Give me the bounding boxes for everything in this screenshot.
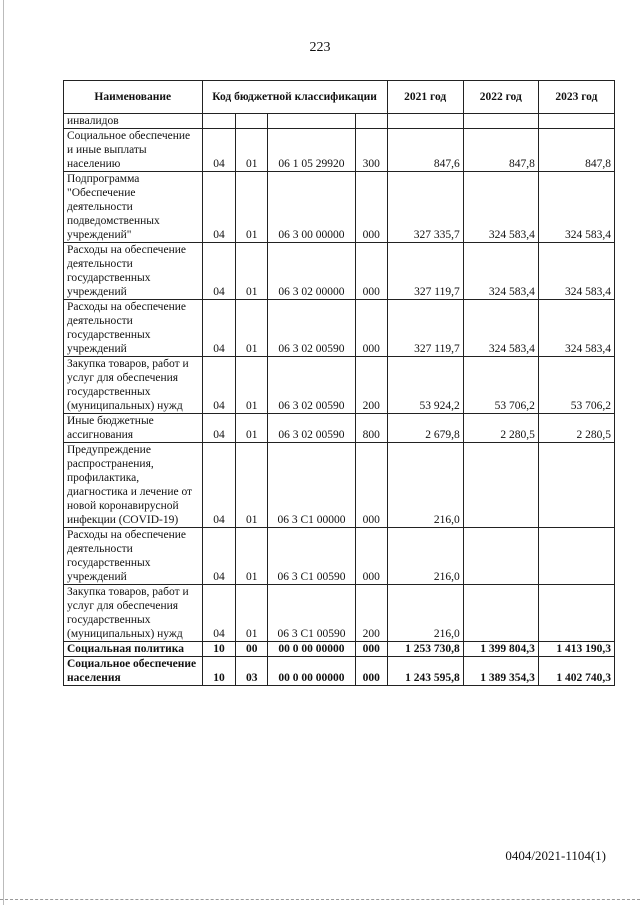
cell-name: инвалидов — [64, 114, 203, 129]
cell-subsection: 01 — [236, 528, 268, 585]
table-row — [64, 357, 615, 414]
cell-target-article: 00 0 00 00000 — [268, 657, 356, 686]
cell-expense-type: 200 — [355, 357, 387, 414]
page-bottom-edge — [0, 899, 640, 900]
table-row — [64, 300, 615, 357]
cell-name: Расходы на обеспечение деятельности государственных учреждений — [64, 528, 203, 585]
header-code: Код бюджетной классификации — [202, 81, 387, 114]
cell-section: 10 — [202, 657, 236, 686]
cell-subsection: 01 — [236, 585, 268, 642]
cell-section: 04 — [202, 129, 236, 172]
budget-table — [63, 80, 615, 686]
cell-name: Расходы на обеспечение деятельности государственных учреждений — [64, 243, 203, 300]
cell-2021: 327 119,7 — [387, 300, 463, 357]
cell-expense-type — [355, 114, 387, 129]
cell-2021: 53 924,2 — [387, 357, 463, 414]
cell-name: Предупреждение распространения, профилактика, диагностика и лечение от новой коронавирусной инфекции (COVID-19) — [64, 443, 203, 528]
cell-expense-type: 200 — [355, 585, 387, 642]
cell-2021 — [387, 114, 463, 129]
cell-section: 10 — [202, 642, 236, 657]
cell-target-article: 06 3 С1 00590 — [268, 528, 356, 585]
cell-subsection: 00 — [236, 642, 268, 657]
cell-target-article: 06 3 02 00000 — [268, 243, 356, 300]
cell-2023 — [538, 585, 614, 642]
table-row — [64, 528, 615, 585]
cell-2021: 216,0 — [387, 528, 463, 585]
cell-section: 04 — [202, 443, 236, 528]
table-row — [64, 657, 615, 686]
cell-target-article: 00 0 00 00000 — [268, 642, 356, 657]
cell-section: 04 — [202, 528, 236, 585]
cell-2022: 2 280,5 — [463, 414, 538, 443]
page-number: 223 — [309, 40, 331, 55]
cell-2022 — [463, 443, 538, 528]
document-code: 0404/2021-1104(1) — [505, 848, 606, 863]
cell-2023: 324 583,4 — [538, 300, 614, 357]
cell-expense-type: 800 — [355, 414, 387, 443]
cell-section: 04 — [202, 172, 236, 243]
cell-subsection: 01 — [236, 243, 268, 300]
cell-2022: 847,8 — [463, 129, 538, 172]
cell-2021: 216,0 — [387, 585, 463, 642]
table-row — [64, 443, 615, 528]
table-row — [64, 642, 615, 657]
cell-target-article: 06 3 00 00000 — [268, 172, 356, 243]
cell-expense-type: 300 — [355, 129, 387, 172]
cell-2021: 327 119,7 — [387, 243, 463, 300]
cell-target-article: 06 3 02 00590 — [268, 300, 356, 357]
cell-name: Социальное обеспечение населения — [64, 657, 203, 686]
cell-name: Иные бюджетные ассигнования — [64, 414, 203, 443]
header-name: Наименование — [64, 81, 203, 114]
cell-expense-type: 000 — [355, 528, 387, 585]
cell-2023 — [538, 114, 614, 129]
header-2021: 2021 год — [387, 81, 463, 114]
cell-section: 04 — [202, 585, 236, 642]
cell-name: Подпрограмма "Обеспечение деятельности подведомственных учреждений" — [64, 172, 203, 243]
cell-name: Социальная политика — [64, 642, 203, 657]
cell-2022: 324 583,4 — [463, 243, 538, 300]
cell-2022 — [463, 585, 538, 642]
cell-2023: 53 706,2 — [538, 357, 614, 414]
table-row — [64, 243, 615, 300]
cell-section — [202, 114, 236, 129]
cell-name: Закупка товаров, работ и услуг для обеспечения государственных (муниципальных) нужд — [64, 585, 203, 642]
cell-2021: 327 335,7 — [387, 172, 463, 243]
cell-subsection: 01 — [236, 300, 268, 357]
cell-section: 04 — [202, 243, 236, 300]
cell-subsection: 01 — [236, 172, 268, 243]
cell-2022 — [463, 114, 538, 129]
cell-section: 04 — [202, 300, 236, 357]
cell-target-article: 06 1 05 29920 — [268, 129, 356, 172]
cell-2021: 2 679,8 — [387, 414, 463, 443]
cell-2023 — [538, 443, 614, 528]
cell-2023: 324 583,4 — [538, 243, 614, 300]
cell-2022: 324 583,4 — [463, 300, 538, 357]
table-row — [64, 585, 615, 642]
cell-2023: 324 583,4 — [538, 172, 614, 243]
cell-name: Закупка товаров, работ и услуг для обеспечения государственных (муниципальных) нужд — [64, 357, 203, 414]
header-2023: 2023 год — [538, 81, 614, 114]
cell-target-article: 06 3 С1 00000 — [268, 443, 356, 528]
cell-target-article — [268, 114, 356, 129]
cell-subsection: 01 — [236, 357, 268, 414]
table-row — [64, 414, 615, 443]
cell-2021: 216,0 — [387, 443, 463, 528]
cell-target-article: 06 3 02 00590 — [268, 414, 356, 443]
table-row — [64, 172, 615, 243]
cell-subsection: 01 — [236, 414, 268, 443]
cell-expense-type: 000 — [355, 300, 387, 357]
cell-target-article: 06 3 02 00590 — [268, 357, 356, 414]
cell-subsection: 01 — [236, 443, 268, 528]
cell-2021: 1 253 730,8 — [387, 642, 463, 657]
header-2022: 2022 год — [463, 81, 538, 114]
cell-2023: 847,8 — [538, 129, 614, 172]
cell-2023: 1 402 740,3 — [538, 657, 614, 686]
cell-section: 04 — [202, 357, 236, 414]
cell-name: Расходы на обеспечение деятельности государственных учреждений — [64, 300, 203, 357]
cell-expense-type: 000 — [355, 657, 387, 686]
cell-2022 — [463, 528, 538, 585]
table-row — [64, 114, 615, 129]
cell-2021: 1 243 595,8 — [387, 657, 463, 686]
cell-2023 — [538, 528, 614, 585]
cell-expense-type: 000 — [355, 243, 387, 300]
cell-section: 04 — [202, 414, 236, 443]
cell-expense-type: 000 — [355, 642, 387, 657]
table-row — [64, 129, 615, 172]
cell-expense-type: 000 — [355, 172, 387, 243]
cell-2021: 847,6 — [387, 129, 463, 172]
cell-2022: 324 583,4 — [463, 172, 538, 243]
cell-name: Социальное обеспечение и иные выплаты населению — [64, 129, 203, 172]
table-header-row — [64, 81, 615, 114]
cell-2023: 1 413 190,3 — [538, 642, 614, 657]
cell-2022: 1 389 354,3 — [463, 657, 538, 686]
scan-edge-line — [3, 0, 4, 905]
cell-subsection — [236, 114, 268, 129]
cell-2022: 53 706,2 — [463, 357, 538, 414]
cell-target-article: 06 3 С1 00590 — [268, 585, 356, 642]
cell-subsection: 03 — [236, 657, 268, 686]
cell-2023: 2 280,5 — [538, 414, 614, 443]
cell-expense-type: 000 — [355, 443, 387, 528]
cell-2022: 1 399 804,3 — [463, 642, 538, 657]
cell-subsection: 01 — [236, 129, 268, 172]
